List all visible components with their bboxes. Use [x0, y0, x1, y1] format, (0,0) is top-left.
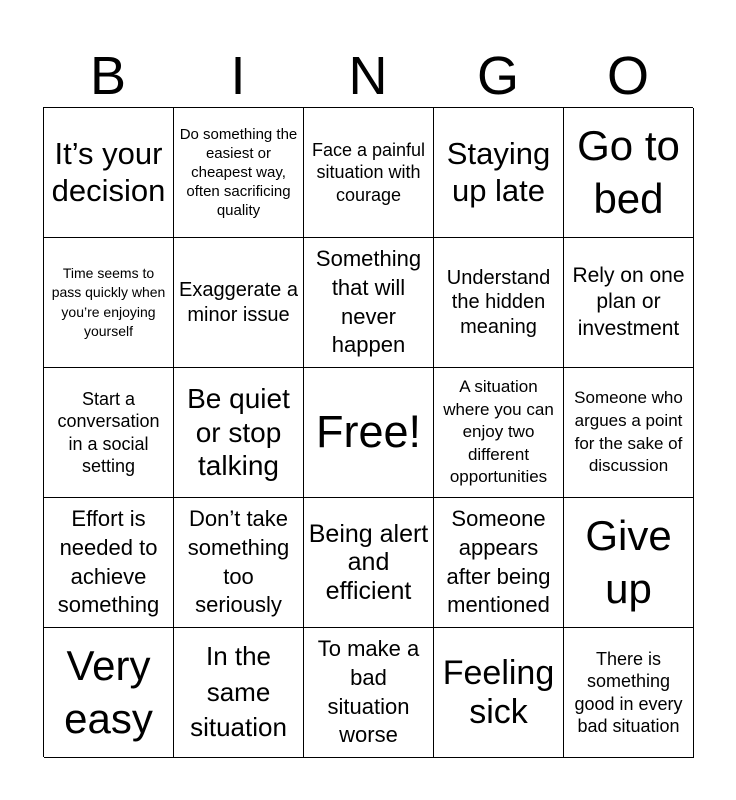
cell-text free-space: Free!	[315, 406, 422, 458]
cell-text: Being alert and efficient	[308, 520, 429, 605]
bingo-cell[interactable]	[44, 108, 174, 238]
cell-text: Face a painful situation with courage	[311, 139, 426, 205]
cell-text: Understand the hidden meaning	[446, 266, 551, 338]
header-letter-n: N	[348, 46, 388, 106]
bingo-cell[interactable]	[564, 238, 694, 368]
header-letter-i: I	[230, 46, 246, 106]
cell-text: Do something the easiest or cheapest way, often sacrificing quality	[179, 125, 298, 220]
cell-text: Give up	[585, 512, 672, 612]
bingo-cell[interactable]	[44, 368, 174, 498]
bingo-cell[interactable]	[174, 498, 304, 628]
cell-text: Be quiet or stop talking	[187, 383, 290, 482]
cell-text: Feeling sick	[442, 654, 555, 731]
bingo-cell[interactable]	[44, 498, 174, 628]
cell-text: Very easy	[64, 642, 153, 742]
bingo-cell[interactable]	[434, 628, 564, 758]
bingo-cell[interactable]	[304, 498, 434, 628]
bingo-cell[interactable]	[174, 108, 304, 238]
bingo-cell[interactable]	[564, 628, 694, 758]
bingo-header	[43, 44, 693, 108]
bingo-cell[interactable]	[174, 368, 304, 498]
bingo-cell[interactable]	[564, 368, 694, 498]
cell-text: Time seems to pass quickly when you’re enjoying yourself	[51, 264, 166, 339]
cell-text: There is something good in every bad situation	[574, 648, 683, 736]
bingo-cell[interactable]	[564, 108, 694, 238]
cell-text: A situation where you can enjoy two different opportunities	[443, 376, 554, 487]
bingo-cell[interactable]	[564, 498, 694, 628]
cell-text: Staying up late	[446, 136, 551, 208]
cell-text: Effort is needed to achieve something	[57, 506, 160, 618]
cell-text: To make a bad situation worse	[317, 636, 420, 748]
header-letter-o: O	[606, 46, 649, 106]
bingo-cell[interactable]	[434, 498, 564, 628]
bingo-cell[interactable]	[174, 238, 304, 368]
cell-text: Someone who argues a point for the sake of discussion	[574, 388, 683, 476]
cell-text: Something that will never happen	[315, 246, 422, 358]
bingo-cell[interactable]	[304, 368, 434, 498]
cell-text: Go to bed	[577, 122, 680, 222]
cell-text: It’s your decision	[51, 136, 166, 208]
bingo-cell[interactable]	[304, 628, 434, 758]
bingo-cell[interactable]	[44, 628, 174, 758]
cell-text: Don’t take something too seriously	[187, 506, 290, 618]
cell-text: Exaggerate a minor issue	[179, 279, 298, 326]
cell-text: In the same situation	[190, 640, 287, 743]
bingo-cell[interactable]	[304, 238, 434, 368]
bingo-cell[interactable]	[304, 108, 434, 238]
bingo-board	[43, 107, 693, 757]
header-letter-g: G	[476, 46, 519, 106]
bingo-cell[interactable]	[44, 238, 174, 368]
header-letter-b: B	[89, 46, 127, 106]
cell-text: Someone appears after being mentioned	[446, 506, 551, 618]
bingo-cell[interactable]	[174, 628, 304, 758]
cell-text: Start a conversation in a social setting	[57, 388, 160, 476]
bingo-cell[interactable]	[434, 108, 564, 238]
bingo-cell[interactable]	[434, 368, 564, 498]
cell-text: Rely on one plan or investment	[572, 263, 685, 340]
bingo-cell[interactable]	[434, 238, 564, 368]
